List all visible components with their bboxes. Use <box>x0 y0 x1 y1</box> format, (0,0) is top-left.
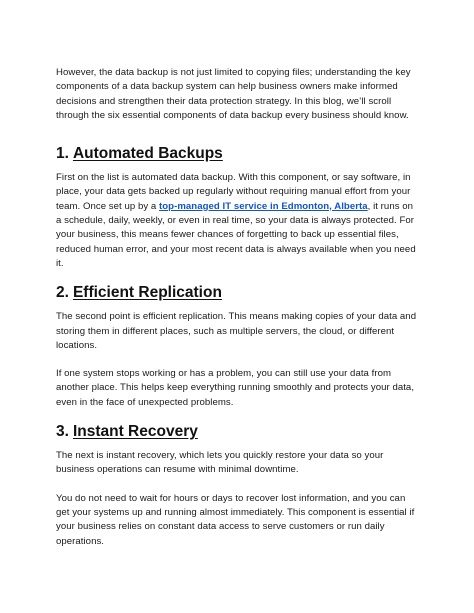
section-number: 2. <box>56 284 69 302</box>
section-paragraph: The next is instant recovery, which lets you quickly restore your data so your business operations can resume with minimal downtime. <box>56 450 384 476</box>
section-title: Automated Backups <box>72 145 223 163</box>
section-paragraph <box>56 171 418 271</box>
document-page <box>56 66 418 549</box>
section-heading-efficient-replication <box>56 284 418 302</box>
section-title: Instant Recovery <box>72 423 198 441</box>
section-title: Efficient Replication <box>72 284 222 302</box>
section-paragraph: You do not need to wait for hours or days to recover lost information, and you can get your systems up and running almost immediately. This component is essential if your business relies on constant data access to serve customers or run daily operations. <box>56 492 415 547</box>
section-paragraph: If one system stops working or has a problem, you can still use your data from another place. This helps keep everything running smoothly and protects your data, even in the face of unexpected problems. <box>56 368 415 408</box>
intro-paragraph: However, the data backup is not just limited to copying files; understanding the key components of a data backup system can help business owners make informed decisions and strengthen their data protection strategy. In this blog, we’ll scroll through the six essential components of data backup every business should know. <box>56 67 411 121</box>
section-heading-instant-recovery <box>56 423 418 441</box>
section-number: 3. <box>56 423 69 441</box>
paragraph-text-before-link: First on the list is automated data backup. With this component, or say software, in place, your data gets backed up regularly without requiring manual effort from your team. Once set up by a <box>56 172 411 212</box>
section-heading-automated-backups <box>56 145 418 163</box>
paragraph-text-after-link: , it runs on a schedule, daily, weekly, or even in real time, so your data is always protected. For your business, this means fewer chances of forgetting to back up essential files, reduced human error, and your most recent data is always available when you need it. <box>56 200 416 269</box>
section-number: 1. <box>56 145 69 163</box>
section-paragraph: The second point is efficient replication. This means making copies of your data and storing them in different places, such as multiple servers, the cloud, or different locations. <box>56 311 417 351</box>
managed-it-service-link[interactable]: top-managed IT service in Edmonton, Alberta <box>159 200 368 212</box>
